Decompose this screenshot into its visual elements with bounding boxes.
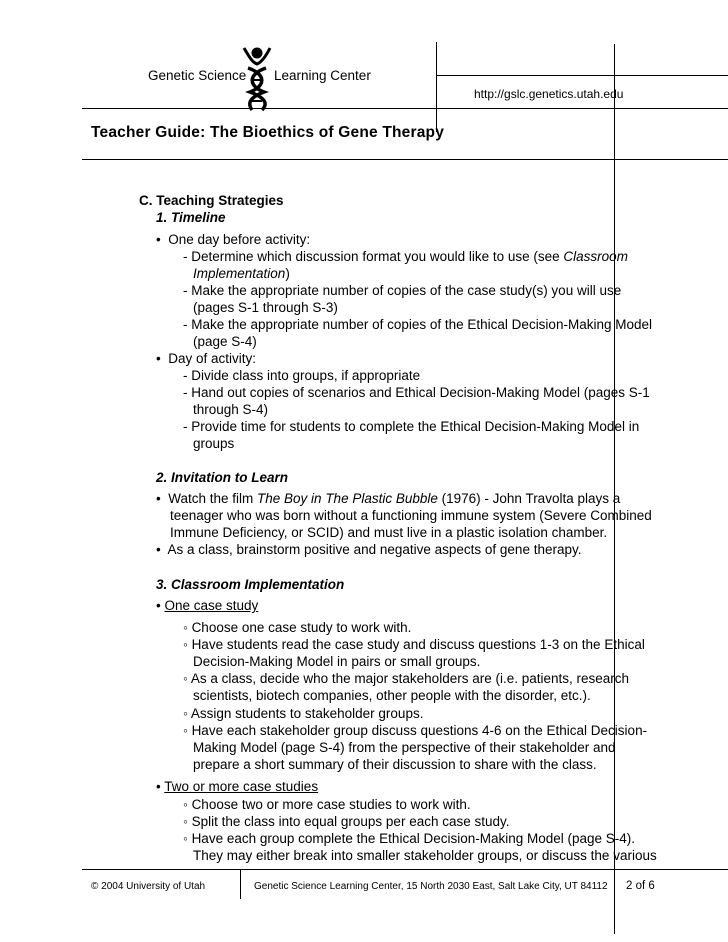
timeline-item-2-line-2: (pages S-1 through S-3) [193,300,338,315]
timeline-item-3-line-2: (page S-4) [193,334,257,349]
watch-film-line-3: Immune Deficiency, or SCID) and must live in a plastic isolation chamber. [170,525,608,540]
one-case-item-3-line-2: scientists, biotech companies, other people with the disorder, etc.). [193,688,591,703]
two-case-item-2 [183,813,510,830]
two-case-item-3-line-2: They may either break into smaller stakeholder groups, or discuss the various [193,848,657,863]
right-margin-line [614,44,615,934]
section-heading: C. Teaching Strategies [139,193,284,208]
gslc-logo [148,44,378,112]
title-rule [82,159,728,160]
timeline-item-3-line-1: - Make the appropriate number of copies of the Ethical Decision-Making Model [183,317,652,332]
bullet-text: Day of activity: [168,351,257,366]
bullet-dot: • [156,351,161,366]
header-rule-upper [436,75,728,76]
circle-bullet: ◦ [183,797,188,812]
text-run: ) [285,266,290,281]
timeline-item-1-line-1 [183,248,628,265]
text-run: - Determine which discussion format you would like to use (see [183,249,564,264]
item-text: Have each group complete the Ethical Decision-Making Model (page S-4). [191,831,636,846]
circle-bullet: ◦ [183,620,188,635]
one-case-item-2 [183,636,645,653]
item-text: Have students read the case study and discuss questions 1-3 on the Ethical [191,637,645,652]
circle-bullet: ◦ [183,637,188,652]
bullet-day-of [156,350,256,367]
header-divider-vertical [436,42,437,132]
bullet-one-case-study [156,597,258,614]
page-title: Teacher Guide: The Bioethics of Gene Therapy [91,124,445,141]
day-of-item-2-line-2: through S-4) [193,402,269,417]
footer-copyright: © 2004 University of Utah [91,881,206,892]
footer-divider-1 [240,869,241,899]
timeline-item-1-line-2 [193,265,290,282]
one-case-item-5-line-2: Making Model (page S-4) from the perspective of their stakeholder and [193,740,616,755]
circle-bullet: ◦ [183,706,188,721]
bullet-watch-film [156,490,620,507]
bullet-dot: • [156,491,161,506]
subheading-underlined: One case study [164,598,259,613]
day-of-item-1: - Divide class into groups, if appropriate [183,368,421,383]
one-case-item-4 [183,705,423,722]
text-run-italic: Implementation [193,266,286,281]
item-text: Split the class into equal groups per each case study. [191,814,510,829]
item-text: Choose two or more case studies to work with. [191,797,471,812]
one-case-item-3 [183,670,629,687]
text-run: (1976) - John Travolta plays a [437,491,621,506]
logo-text-left: Genetic Science [148,68,247,83]
item-text: As a class, decide who the major stakeholders are (i.e. patients, research [190,671,630,686]
bullet-dot: • [156,542,161,557]
text-run-italic: Classroom [563,249,628,264]
bullet-day-before [156,231,310,248]
circle-bullet: ◦ [183,814,188,829]
logo-text-right: Learning Center [274,68,371,83]
bullet-brainstorm [156,541,581,558]
one-case-item-5 [183,722,647,739]
timeline-heading: 1. Timeline [156,210,226,225]
footer-rule [82,869,728,870]
day-of-item-2-line-1: - Hand out copies of scenarios and Ethical Decision-Making Model (pages S-1 [183,385,650,400]
classroom-heading: 3. Classroom Implementation [156,577,345,592]
circle-bullet: ◦ [183,671,188,686]
watch-film-line-2: teenager who was born without a functioning immune system (Severe Combined [170,508,652,523]
item-text: Have each stakeholder group discuss questions 4-6 on the Ethical Decision- [191,723,648,738]
text-run: Watch the film [168,491,258,506]
circle-bullet: ◦ [183,723,188,738]
two-case-item-3 [183,830,635,847]
one-case-item-5-line-3: prepare a short summary of their discussion to share with the class. [193,757,597,772]
site-url: http://gslc.genetics.utah.edu [474,87,624,101]
page-number: 2 of 6 [626,880,655,892]
one-case-item-2-line-2: Decision-Making Model in pairs or small groups. [193,654,481,669]
timeline-item-2-line-1: - Make the appropriate number of copies of the case study(s) you will use [183,283,622,298]
subheading-underlined: Two or more case studies [164,779,319,794]
two-case-item-1 [183,796,471,813]
film-title: The Boy in The Plastic Bubble [257,491,438,506]
bullet-two-case-studies [156,778,318,795]
day-of-item-3-line-1: - Provide time for students to complete the Ethical Decision-Making Model in [183,419,640,434]
bullet-dot: • [156,598,161,613]
item-text: Assign students to stakeholder groups. [190,706,424,721]
invitation-heading: 2. Invitation to Learn [156,470,289,485]
circle-bullet: ◦ [183,831,188,846]
bullet-dot: • [156,232,161,247]
day-of-item-3-line-2: groups [193,436,235,451]
item-text: Choose one case study to work with. [191,620,412,635]
footer-address: Genetic Science Learning Center, 15 North 2030 East, Salt Lake City, UT 84112 [254,881,608,892]
bullet-text: One day before activity: [168,232,311,247]
bullet-text: As a class, brainstorm positive and negative aspects of gene therapy. [167,542,582,557]
one-case-item-1 [183,619,411,636]
bullet-dot: • [156,779,161,794]
dna-figure-icon [240,44,274,112]
